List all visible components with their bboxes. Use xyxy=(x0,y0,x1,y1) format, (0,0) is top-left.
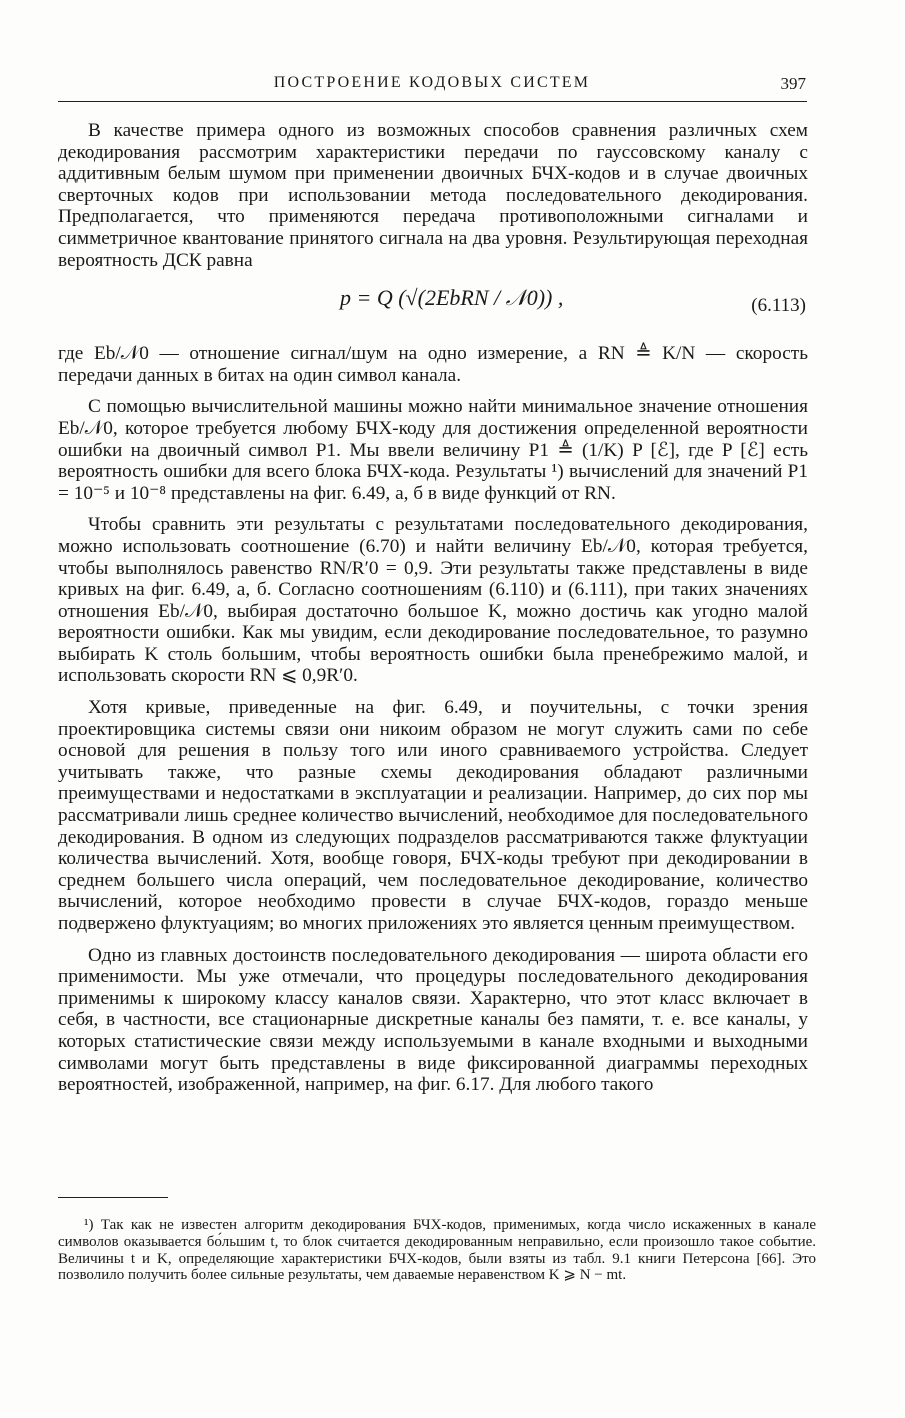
paragraph-5: Хотя кривые, приведенные на фиг. 6.49, и поучительны, с точки зрения проектировщика системы связи они никоим образом не могут служить сами по себе основой для решения в пользу того или иного сравниваемого устройства. Следует учитывать также, что разные схемы декодирования обладают различными преимуществами и недостатками в эксплуатации и реализации. Например, до сих пор мы рассматривали лишь среднее количество вычислений, необходимое для последовательного декодирования. В одном из следующих подразделов рассматриваются также флуктуации количества вычислений. Хотя, вообще говоря, БЧХ-коды требуют при декодировании в среднем большего числа операций, чем последовательное декодирование, количество вычислений, которое необходимо провести в случае БЧХ-кодов, гораздо меньше подвержено флуктуациям; во многих приложениях это является ценным преимуществом. xyxy=(58,697,808,934)
paragraph-4: Чтобы сравнить эти результаты с результатами последовательного декодирования, можно использовать соотношение (6.70) и найти величину Eb/𝒩0, которая требуется, чтобы выполнялось равенство RN/R′0 = 0,9. Эти результаты также представлены в виде кривых на фиг. 6.49, а, б. Согласно соотношениям (6.110) и (6.111), при таких значениях отношения Eb/𝒩0, выбирая достаточно большое K, можно достичь как угодно малой вероятности ошибки. Как мы увидим, если декодирование последовательное, то разумно выбирать K столь большим, чтобы вероятность ошибки была пренебрежимо малой, и использовать скорости RN ⩽ 0,9R′0. xyxy=(58,514,808,687)
paragraph-6: Одно из главных достоинств последовательного декодирования — широта области его применимости. Мы уже отмечали, что процедуры последовательного декодирования применимы к широкому классу каналов связи. Характерно, что этот класс включает в себя, в частности, все стационарные дискретные каналы без памяти, т. е. все каналы, у которых статистические связи между используемыми в канале входными и выходными символами могут быть представлены в виде фиксированной диаграммы переходных вероятностей, изображенной, например, на фиг. 6.17. Для любого такого xyxy=(58,944,808,1096)
footnote-rule xyxy=(58,1197,168,1198)
paragraph-2: где Eb/𝒩0 — отношение сигнал/шум на одно измерение, а RN ≜ K/N — скорость передачи данных в битах на один символ канала. xyxy=(58,343,808,386)
equation-formula: p = Q (√(2EbRN / 𝒩0)) , xyxy=(340,285,564,311)
page-body xyxy=(58,120,808,1106)
page-number: 397 xyxy=(780,74,806,93)
equation-6-113 xyxy=(58,281,808,337)
header-rule xyxy=(58,101,807,102)
running-title: ПОСТРОЕНИЕ КОДОВЫХ СИСТЕМ xyxy=(273,74,591,91)
paragraph-1: В качестве примера одного из возможных способов сравнения различных схем декодирования рассмотрим характеристики передачи по гауссовскому каналу с аддитивным белым шумом при применении двоичных БЧХ-кодов и в случае двоичных сверточных кодов при использовании метода последовательного декодирования. Предполагается, что применяются передача противоположными сигналами и симметричное квантование принятого сигнала на два уровня. Результирующая переходная вероятность ДСК равна xyxy=(58,120,808,271)
paragraph-3: С помощью вычислительной машины можно найти минимальное значение отношения Eb/𝒩0, которое требуется любому БЧХ-коду для достижения определенной вероятности ошибки на двоичный символ P1. Мы ввели величину P1 ≜ (1/K) P [ℰ], где P [ℰ] есть вероятность ошибки для всего блока БЧХ-кода. Результаты ¹) вычислений для значений P1 = 10⁻⁵ и 10⁻⁸ представлены на фиг. 6.49, а, б в виде функций от RN. xyxy=(58,396,808,504)
page-header xyxy=(58,72,806,98)
equation-number: (6.113) xyxy=(751,295,806,317)
footnote: ¹) Так как не известен алгоритм декодирования БЧХ-кодов, применимых, когда число искаженных в канале символов оказывается бо́льшим t, то блок считается декодированным неправильно, если произошло такое событие. Величины t и K, определяющие характеристики БЧХ-кодов, были взяты из табл. 9.1 книги Петерсона [66]. Это позволило получить более сильные результаты, чем даваемые неравенством K ⩾ N − mt. xyxy=(58,1217,816,1284)
